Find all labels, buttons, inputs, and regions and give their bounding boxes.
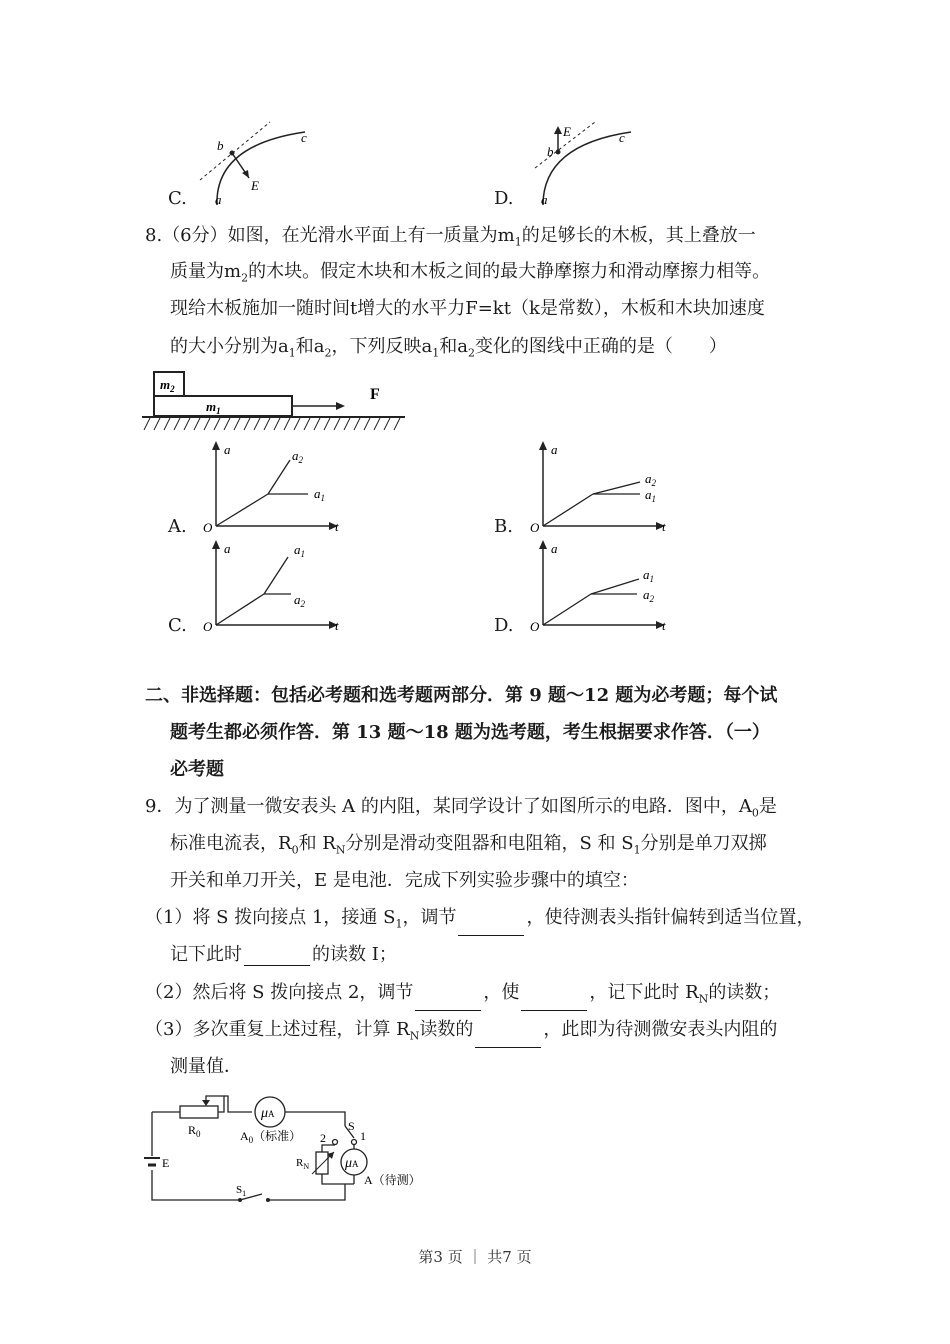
answer-blank[interactable] xyxy=(244,947,310,966)
svg-text:t: t xyxy=(662,519,666,534)
circuit-diagram xyxy=(140,1090,440,1210)
question-9-step-3: （3）多次重复上述过程，计算 $R_N$读数的 ，此即为待测微安表头内阻的 xyxy=(145,1019,777,1048)
svg-text:a: a xyxy=(224,541,231,556)
answer-blank[interactable] xyxy=(458,917,524,936)
svg-text:O: O xyxy=(203,520,213,535)
graph-a-option: A. xyxy=(168,516,187,537)
board-block-figure xyxy=(140,368,410,438)
question-8-line-2: 质量为$m_2$的木块。假定木块和木板之间的最大静摩擦力和滑动摩擦力相等。 xyxy=(170,261,771,285)
switch-s-label: S xyxy=(348,1119,355,1133)
svg-text:t: t xyxy=(662,618,666,633)
svg-text:a: a xyxy=(551,442,558,457)
graph-b-option: B. xyxy=(494,516,513,537)
section-2-heading-line-3: 必考题 xyxy=(170,759,224,780)
label-c: c xyxy=(301,130,307,145)
r0-label: $R_0$ xyxy=(188,1123,201,1139)
m1-label: $m_1$ xyxy=(206,399,221,416)
svg-text:O: O xyxy=(530,520,540,535)
svg-text:t: t xyxy=(335,618,339,633)
ammeter-a-symbol: μA xyxy=(345,1156,359,1171)
figure-option-c xyxy=(195,120,315,210)
svg-text:a: a xyxy=(224,442,231,457)
label-a: a xyxy=(541,192,548,207)
svg-text:t: t xyxy=(335,519,339,534)
figure-option-d xyxy=(525,120,645,210)
svg-text:a: a xyxy=(551,541,558,556)
option-d-label: D. xyxy=(494,188,514,209)
svg-text:O: O xyxy=(530,619,540,634)
answer-blank[interactable] xyxy=(415,992,481,1011)
m2-label: $m_2$ xyxy=(160,377,175,394)
label-b: b xyxy=(547,144,554,159)
svg-text:a1: $a_1$ xyxy=(314,486,325,503)
section-2-heading-line-1: 二、非选择题：包括必考题和选考题两部分．第 9 题～12 题为必考题；每个试 xyxy=(145,685,778,706)
question-9-step-2: （2）然后将 S 拨向接点 2，调节 ，使 ，记下此时 $R_N$的读数； xyxy=(145,982,780,1011)
battery-e-label: E xyxy=(162,1156,170,1170)
graph-c xyxy=(198,537,348,637)
force-label: F xyxy=(370,386,380,403)
question-9-line-2: 标准电流表，$R_0$和 $R_N$分别是滑动变阻器和电阻箱，S 和 $S_1$分别是单刀双掷 xyxy=(170,833,767,857)
option-c-label: C. xyxy=(168,188,187,209)
s1-label: $S_1$ xyxy=(236,1184,247,1198)
contact-1-label: 1 xyxy=(360,1129,366,1143)
question-9-step-1-cont: 记下此时 的读数 I； xyxy=(170,944,397,965)
svg-text:a1: $a_1$ xyxy=(645,487,656,504)
graph-d xyxy=(525,537,675,637)
answer-blank[interactable] xyxy=(521,992,587,1011)
question-8-line-4: 的大小分别为$a_1$和$a_2$，下列反映$a_1$和$a_2$变化的图线中正确的是（ ） xyxy=(170,336,727,360)
label-a: a xyxy=(215,192,222,207)
svg-text:a2: $a_2$ xyxy=(645,471,656,488)
svg-text:a2: $a_2$ xyxy=(294,592,305,609)
graph-d-option: D. xyxy=(494,615,514,636)
graph-c-option: C. xyxy=(168,615,187,636)
question-8-line-3: 现给木板施加一随时间t增大的水平力F=kt（k是常数），木板和木块加速度 xyxy=(170,298,765,319)
question-9-line-1: 9．为了测量一微安表头 A 的内阻，某同学设计了如图所示的电路．图中，$A_0$是 xyxy=(145,796,777,820)
ammeter-a0-symbol: μA xyxy=(261,1106,275,1121)
question-9-step-3-cont: 测量值． xyxy=(170,1056,242,1077)
question-9-line-3: 开关和单刀开关，E 是电池．完成下列实验步骤中的填空： xyxy=(170,870,639,891)
label-e: E xyxy=(563,124,571,139)
graph-b xyxy=(525,438,675,538)
label-c: c xyxy=(619,130,625,145)
svg-text:a1: $a_1$ xyxy=(643,567,654,584)
label-b: b xyxy=(217,138,224,153)
page-footer: 第3 页 ｜ 共7 页 xyxy=(418,1248,532,1266)
answer-blank[interactable] xyxy=(475,1029,541,1048)
question-9-step-1: （1）将 S 拨向接点 1，接通 $S_1$，调节 ，使待测表头指针偏转到适当位置， xyxy=(145,907,814,936)
section-2-heading-line-2: 题考生都必须作答．第 13 题～18 题为选考题，考生根据要求作答．（一） xyxy=(170,722,770,743)
svg-text:a2: $a_2$ xyxy=(643,587,654,604)
a0-label: $A_0$（标准） xyxy=(240,1129,302,1145)
svg-text:O: O xyxy=(203,619,213,634)
question-8-line-1: 8.（6分）如图，在光滑水平面上有一质量为$m_1$的足够长的木板，其上叠放一 xyxy=(145,225,756,249)
contact-2-label: 2 xyxy=(320,1131,326,1145)
a-test-label: A（待测） xyxy=(364,1173,421,1187)
label-e: E xyxy=(251,178,259,193)
graph-a xyxy=(198,438,348,538)
svg-text:a1: $a_1$ xyxy=(294,542,305,559)
svg-text:a2: $a_2$ xyxy=(292,448,303,465)
rn-label: $R_N$ xyxy=(296,1157,310,1171)
